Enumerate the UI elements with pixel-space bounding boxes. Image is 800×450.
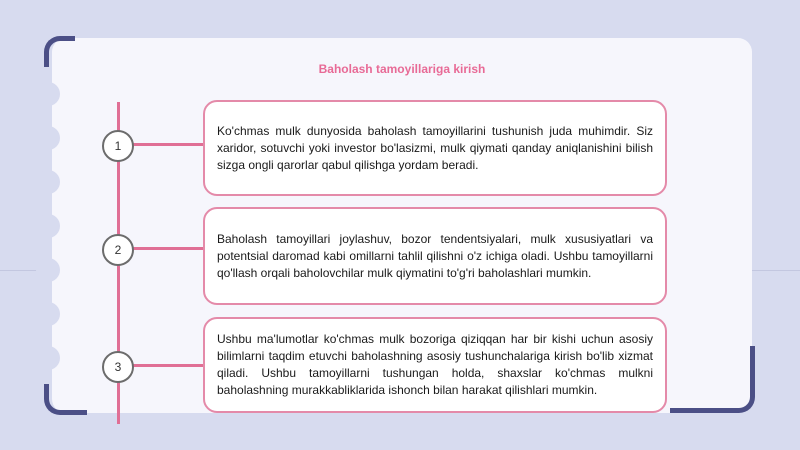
binder-hole bbox=[36, 258, 60, 282]
frame-corner-bottom-right bbox=[670, 346, 755, 413]
step-number-badge: 1 bbox=[102, 130, 134, 162]
binder-hole bbox=[36, 214, 60, 238]
binder-hole bbox=[36, 346, 60, 370]
binder-hole bbox=[36, 302, 60, 326]
step-text: Ushbu ma'lumotlar ko'chmas mulk bozoriga qiziqqan har bir kishi uchun asosiy bilimlarni taqdim etuvchi baholashning asosiy tushunchalariga kirish bo'lib xizmat qiladi. Ushbu tamoyillarni tushungan holda, shaxslar ko'chmas mulkni baholashning murakkabliklarida ishonch bilan harakat qilishlari mumkin. bbox=[217, 332, 653, 397]
step-connector bbox=[131, 247, 203, 250]
step-connector bbox=[131, 364, 203, 367]
frame-corner-bottom-left bbox=[44, 384, 87, 415]
binder-hole bbox=[36, 126, 60, 150]
step-text: Ko'chmas mulk dunyosida baholash tamoyillarini tushunish juda muhimdir. Siz xaridor, sotuvchi yoki investor bo'lasizmi, mulk qiymati qanday aniqlanishini bilish sizga ongli qarorlar qabul qilishga yordam beradi. bbox=[217, 123, 653, 172]
step-card bbox=[203, 317, 667, 413]
step-number-badge: 3 bbox=[102, 351, 134, 383]
step-card bbox=[203, 100, 667, 196]
step-text: Baholash tamoyillari joylashuv, bozor tendentsiyalari, mulk xususiyatlari va potentsial daromad kabi omillarni tahlil qilishni o'z ichiga oladi. Ushbu tamoyillarni qo'llash orqali baholovchilar mulk qiymatini to'g'ri baholashlari mumkin. bbox=[217, 231, 653, 280]
step-connector bbox=[131, 143, 203, 146]
step-number-badge: 2 bbox=[102, 234, 134, 266]
binder-hole bbox=[36, 82, 60, 106]
step-card bbox=[203, 207, 667, 305]
binder-hole bbox=[36, 170, 60, 194]
slide-title: Baholash tamoyillariga kirish bbox=[318, 62, 486, 76]
